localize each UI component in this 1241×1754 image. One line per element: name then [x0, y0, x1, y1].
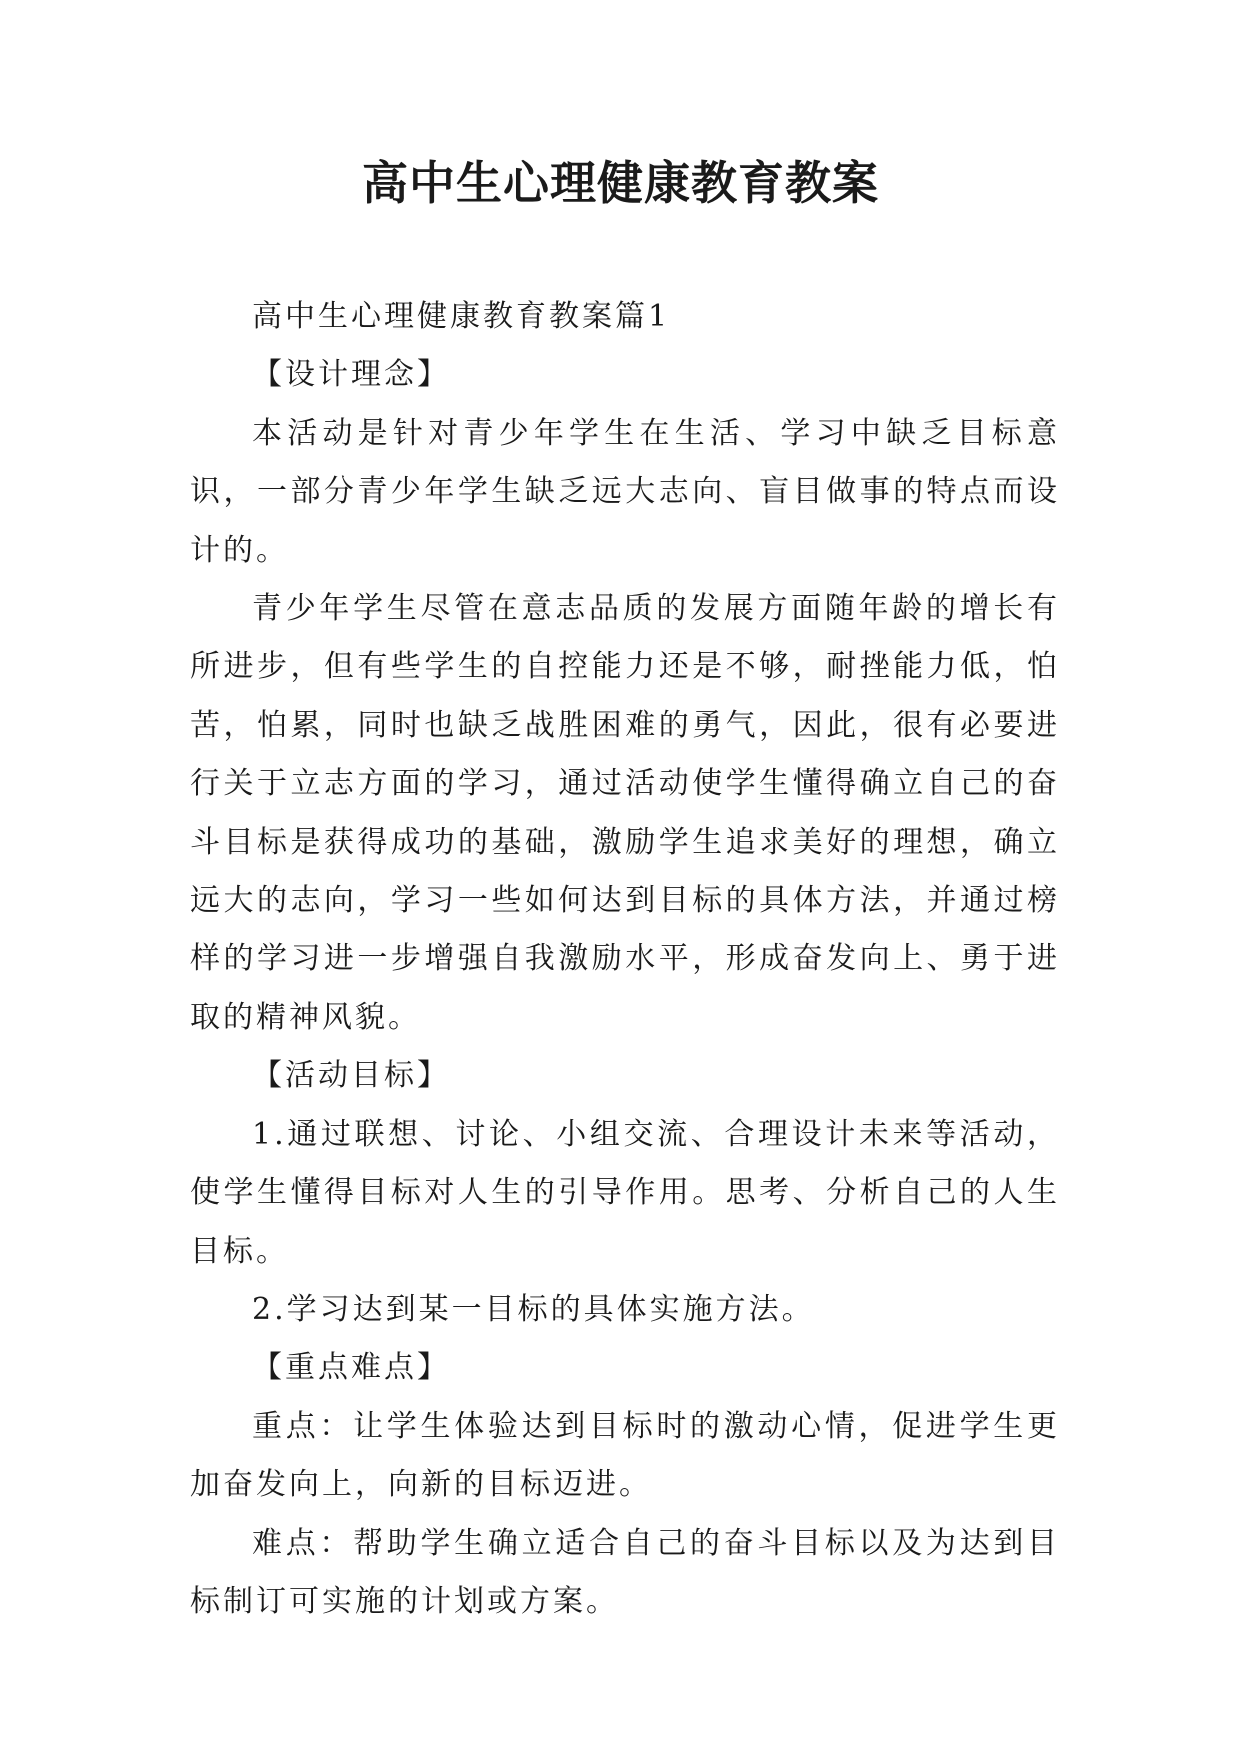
list-item: 1.通过联想、讨论、小组交流、合理设计未来等活动，使学生懂得目标对人生的引导作用。思考、分析自己的人生目标。 — [190, 1116, 1060, 1269]
subheading-activity-goals: 【活动目标】 — [252, 1058, 450, 1094]
section-heading: 高中生心理健康教育教案篇1 — [252, 299, 671, 334]
paragraph: 重点：让学生体验达到目标时的激动心情，促进学生更加奋发向上，向新的目标迈进。 — [190, 1408, 1060, 1503]
subheading-key-points: 【重点难点】 — [252, 1350, 450, 1386]
paragraph: 难点：帮助学生确立适合自己的奋斗目标以及为达到目标制订可实施的计划或方案。 — [190, 1525, 1060, 1619]
paragraph: 本活动是针对青少年学生在生活、学习中缺乏目标意识，一部分青少年学生缺乏远大志向、盲目做事的特点而设计的。 — [190, 415, 1060, 568]
document-title: 高中生心理健康教育教案 — [362, 156, 879, 210]
subheading-design-concept: 【设计理念】 — [252, 357, 450, 393]
document-body — [190, 288, 1060, 1631]
list-item: 2.学习达到某一目标的具体实施方法。 — [252, 1291, 815, 1327]
paragraph: 青少年学生尽管在意志品质的发展方面随年龄的增长有所进步，但有些学生的自控能力还是不够，耐挫能力低，怕苦，怕累，同时也缺乏战胜困难的勇气，因此，很有必要进行关于立志方面的学习，通过活动使学生懂得确立自己的奋斗目标是获得成功的基础，激励学生追求美好的理想，确立远大的志向，学习一些如何达到目标的具体方法，并通过榜样的学习进一步增强自我激励水平，形成奋发向上、勇于进取的精神风貌。 — [190, 591, 1060, 1035]
